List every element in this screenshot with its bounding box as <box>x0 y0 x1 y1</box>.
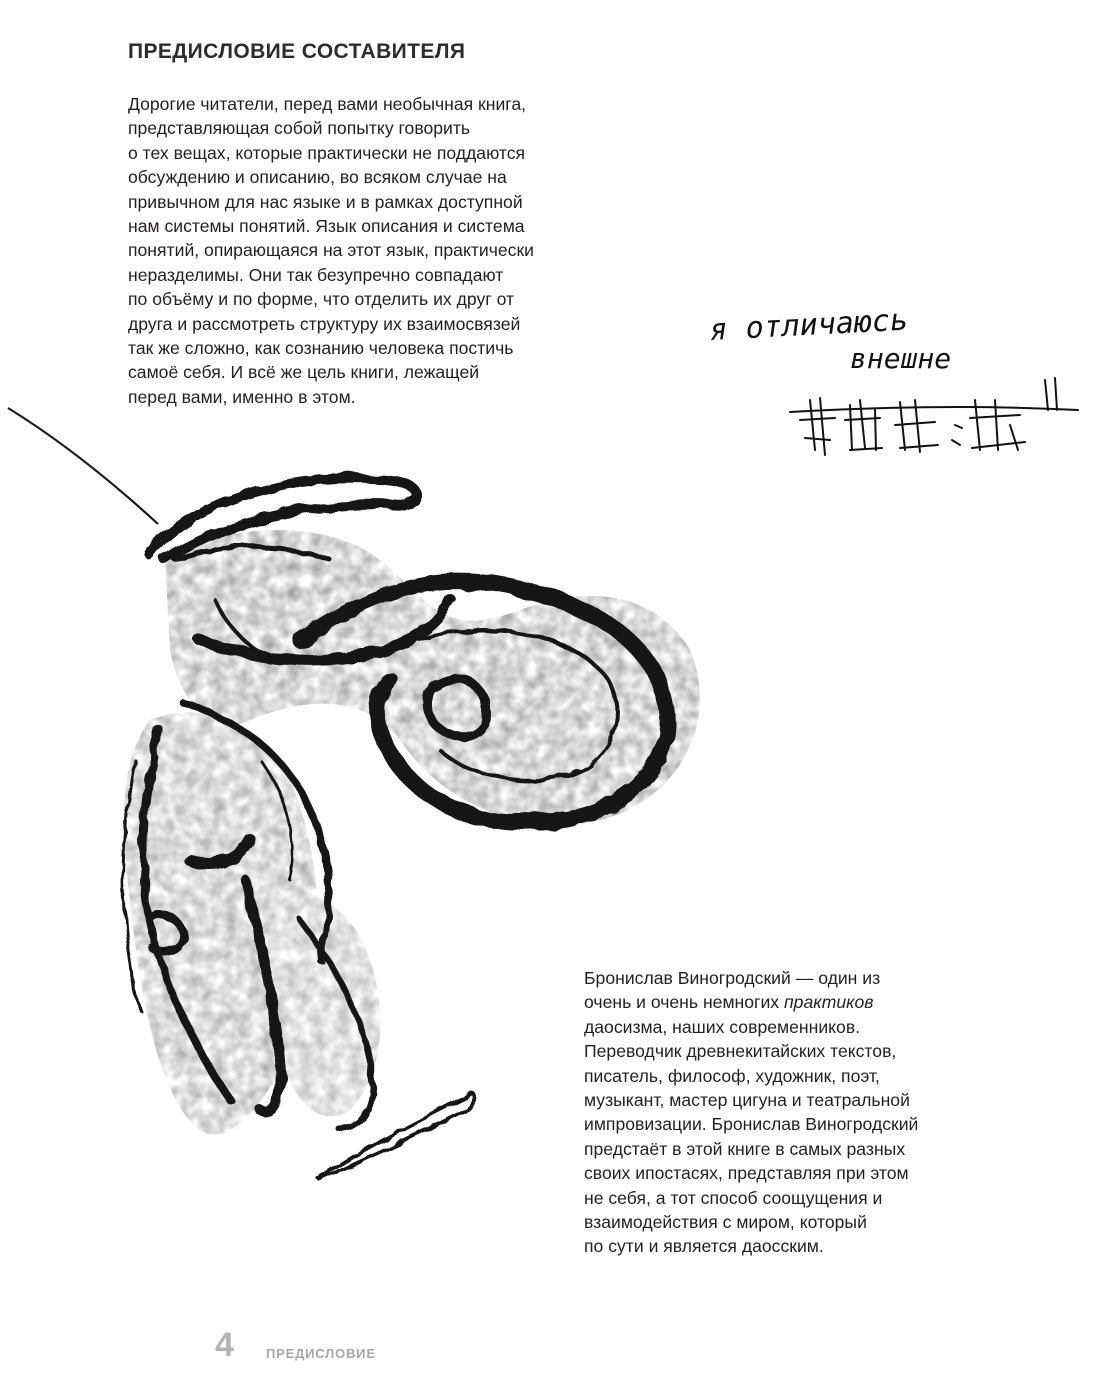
bio-line: Бронислав Виногродский — один из <box>584 968 881 988</box>
intro-line: привычном для нас языке и в рамках доступной <box>128 191 523 212</box>
intro-line: так же сложно, как сознанию человека постичь <box>128 338 514 359</box>
bio-line <box>584 990 1004 1014</box>
bio-emphasis: практиков <box>783 992 874 1013</box>
intro-line: неразделимы. Они так безупречно совпадают <box>128 264 504 285</box>
intro-line: обсуждению и описанию, во всяком случае на <box>128 167 507 188</box>
bio-line: взаимодействия с миром, который <box>584 1212 867 1233</box>
intro-line: перед вами, именно в этом. <box>128 386 356 407</box>
handwritten-line-1: я отличаюсь <box>708 302 909 348</box>
section-title: ПРЕДИСЛОВИЕ СОСТАВИТЕЛЯ <box>128 40 466 63</box>
intro-line: представляющая собой попытку говорить <box>128 118 471 139</box>
intro-line: самоё себя. И всё же цель книги, лежащей <box>128 362 480 383</box>
bio-line: музыкант, мастер цигуна и театральной <box>584 1090 910 1111</box>
intro-line: нам системы понятий. Язык описания и система <box>128 216 525 237</box>
intro-line: понятий, опирающаяся на этот язык, практически <box>128 240 534 261</box>
bio-paragraph <box>584 966 1004 1259</box>
bio-line-text: очень и очень немногих <box>584 992 784 1013</box>
bio-line: писатель, философ, художник, поэт, <box>584 1065 880 1086</box>
intro-paragraph <box>128 92 598 409</box>
bio-line: по сути и является даосским. <box>584 1236 824 1257</box>
intro-line: по объёму и по форме, что отделить их друг от <box>128 289 515 310</box>
intro-line: Дорогие читатели, перед вами необычная книга, <box>128 94 526 114</box>
intro-line: о тех вещах, которые практически не поддаются <box>128 142 526 163</box>
bio-line: Переводчик древнекитайских текстов, <box>584 1041 897 1062</box>
bio-line: импровизации. Бронислав Виногродский <box>584 1114 919 1135</box>
bio-line: даосизма, наших современников. <box>584 1016 861 1037</box>
running-footer-label: ПРЕДИСЛОВИЕ <box>266 1346 376 1361</box>
bio-line: своих ипостасях, представляя при этом <box>584 1163 909 1184</box>
page-number: 4 <box>215 1326 234 1364</box>
bio-line: предстаёт в этой книге в самых разных <box>584 1138 906 1159</box>
signature-icon <box>790 378 1078 455</box>
intro-line: друга и рассмотреть структуру их взаимосвязей <box>128 313 521 334</box>
bio-line: не себя, а тот способ соощущения и <box>584 1187 883 1208</box>
handwritten-line-2: внешне <box>850 342 952 375</box>
handwritten-note <box>700 300 1090 470</box>
